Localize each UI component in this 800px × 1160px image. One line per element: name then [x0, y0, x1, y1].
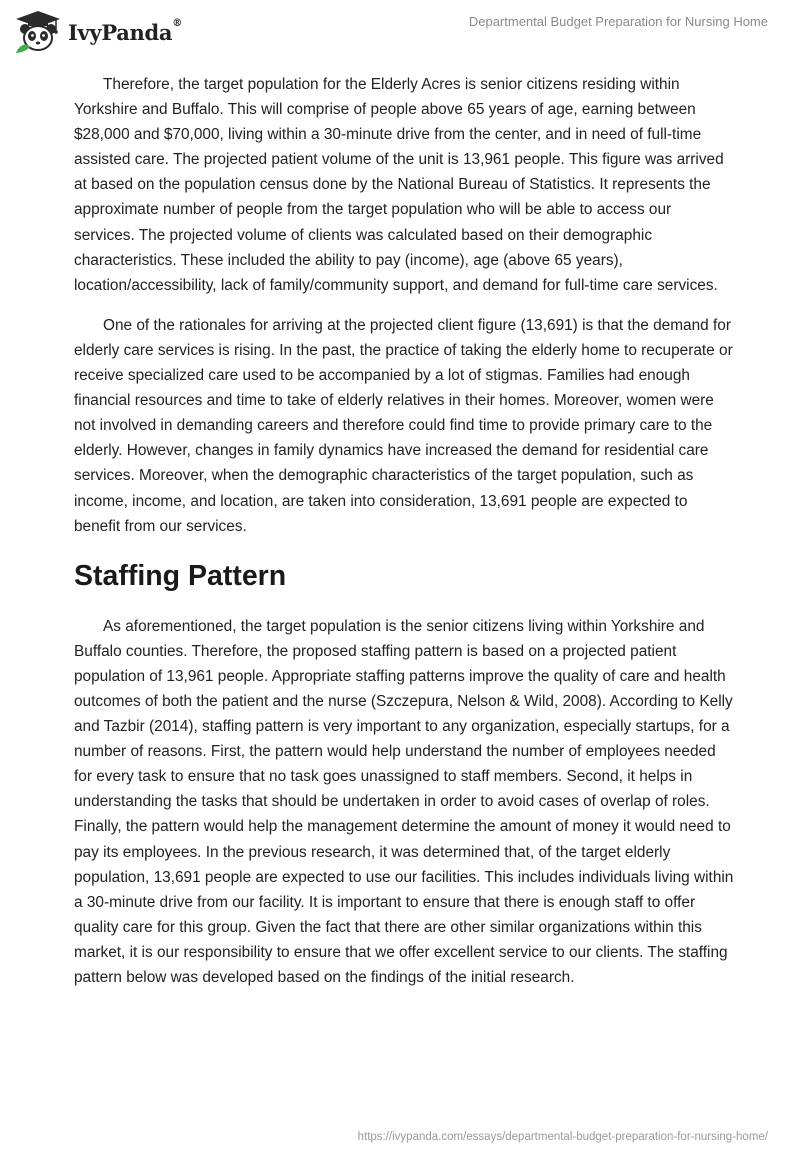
brand-logo[interactable]	[14, 9, 182, 55]
brand-name: IvyPanda®	[68, 17, 182, 45]
panda-graduate-icon	[14, 9, 62, 55]
document-title: Departmental Budget Preparation for Nursing Home	[468, 14, 768, 29]
source-url[interactable]: https://ivypanda.com/essays/departmental-budget-preparation-for-nursing-home/	[357, 1131, 768, 1143]
paragraph: Therefore, the target population for the Elderly Acres is senior citizens residing within Yorkshire and Buffalo. This will comprise of people above 65 years of age, earning between $28,000 and $70,000, living within a 30-minute drive from the center, and in need of full-time assisted care. The projected patient volume of the unit is 13,961 people. This figure was arrived at based on the population census done by the National Bureau of Statistics. It represents the approximate number of people from the target population who will be able to access our services. The projected volume of clients was calculated based on their demographic characteristics. These included the ability to pay (income), age (above 65 years), location/accessibility, lack of family/community support, and demand for full-time care services.	[74, 76, 724, 294]
page-header	[0, 0, 800, 70]
section-heading: Staffing Pattern	[74, 559, 287, 592]
paragraph: One of the rationales for arriving at the projected client figure (13,691) is that the demand for elderly care services is rising. In the past, the practice of taking the elderly home to recuperate or receive specialized care used to be accompanied by a lot of stigmas. Families had enough financial resources and time to take of elderly relatives in their homes. Moreover, women were not involved in demanding careers and therefore could find time to provide primary care to the elderly. However, changes in family dynamics have increased the demand for residential care services. Moreover, when the demographic characteristics of the target population, such as income, income, and location, are taken into consideration, 13,691 people are expected to benefit from our services.	[74, 316, 733, 535]
paragraph: As aforementioned, the target population is the senior citizens living within Yorkshire and Buffalo counties. Therefore, the proposed staffing pattern is based on a projected patient population of 13,961 people. Appropriate staffing patterns improve the quality of care and health outcomes of both the patient and the nurse (Szczepura, Nelson & Wild, 2008). According to Kelly and Tazbir (2014), staffing pattern is very important to any organization, especially startups, for a number of reasons. First, the pattern would help understand the number of employees needed for every task to ensure that no task goes unassigned to staff members. Second, it helps in understanding the tasks that should be undertaken in order to avoid cases of overlap of roles. Finally, the pattern would help the management determine the amount of money it would need to pay its employees. In the previous research, it was determined that, of the target elderly population, 13,691 people are expected to use our facilities. This includes individuals living within a 30-minute drive from our facility. It is important to ensure that there is enough staff to offer quality care for this group. Given the fact that there are other similar organizations within this market, it is our responsibility to ensure that we offer excellent service to our clients. The staffing pattern below was developed based on the findings of the initial research.	[74, 617, 734, 986]
article-body	[74, 72, 734, 1005]
